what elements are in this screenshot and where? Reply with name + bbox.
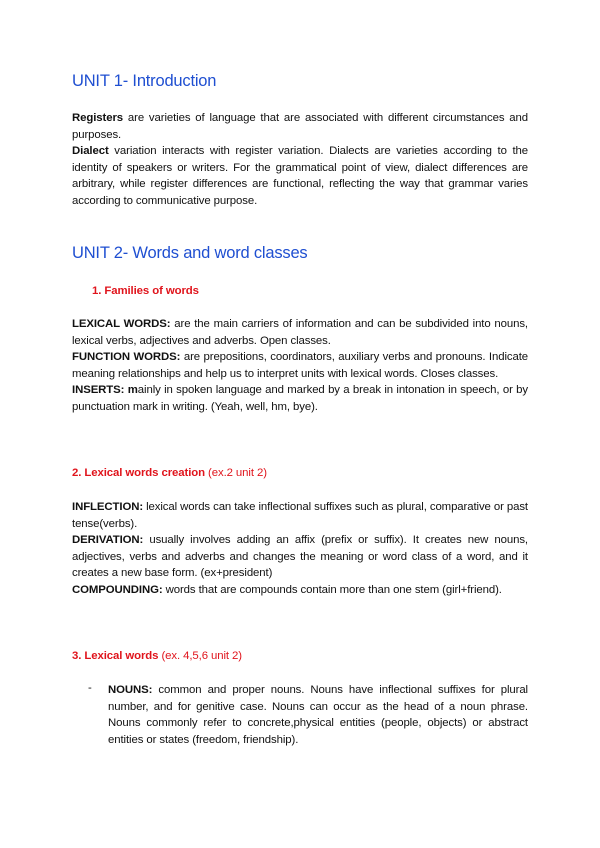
compounding-paragraph xyxy=(72,582,528,599)
registers-term: Registers xyxy=(72,112,124,124)
bullet-dash: - xyxy=(88,682,92,694)
function-words-text: are prepositions, coordinators, auxiliary verbs and pronouns. Indicate meaning relationships and help us to interpret units with lexical words. Closes classes. xyxy=(72,351,529,380)
section2-title: 2. Lexical words creation xyxy=(72,467,205,479)
section1-heading xyxy=(92,283,199,300)
dialect-text: variation interacts with register variation. Dialects are varieties according to the identity of speakers or writers. For the grammatical point of view, dialect differences are arbitrary, while register differences are functional, reflecting the way that grammar varies according to communicative purpose. xyxy=(72,145,528,207)
section1-title: 1. Families of words xyxy=(92,285,199,297)
compounding-text: words that are compounds contain more than one stem (girl+friend). xyxy=(162,583,502,596)
unit2-heading: UNIT 2- Words and word classes xyxy=(72,244,308,262)
unit1-heading: UNIT 1- Introduction xyxy=(72,72,217,90)
section2-note: (ex.2 unit 2) xyxy=(204,467,267,479)
function-words-term: FUNCTION WORDS: xyxy=(72,351,181,364)
nouns-text: common and proper nouns. Nouns have inflectional suffixes for plural number, and for genitive case. Nouns can occur as the head of a noun phrase. Nouns commonly refer to concrete,physical entities (people, objects) or abstract entities or states (freedom, friendship). xyxy=(108,684,528,746)
word-creation-body xyxy=(72,499,528,599)
section2-heading xyxy=(72,465,267,482)
word-families-body xyxy=(72,316,528,416)
list-item xyxy=(88,682,528,748)
inserts-text: ainly in spoken language and marked by a break in intonation in speech, or by punctuation mark in writing. (Yeah, well, hm, bye). xyxy=(72,384,528,413)
section3-title: 3. Lexical words xyxy=(72,650,159,662)
derivation-term: DERIVATION: xyxy=(72,534,144,547)
inflection-term: INFLECTION: xyxy=(72,501,144,513)
section3-note: (ex. 4,5,6 unit 2) xyxy=(158,650,242,662)
dialect-paragraph xyxy=(72,143,528,209)
dialect-term: Dialect xyxy=(72,145,109,158)
lexical-words-term: LEXICAL WORDS: xyxy=(72,318,171,330)
lexical-words-paragraph xyxy=(72,316,528,349)
derivation-paragraph xyxy=(72,532,528,582)
inflection-text: lexical words can take inflectional suffixes such as plural, comparative or past tense(verbs). xyxy=(72,501,528,530)
nouns-paragraph xyxy=(108,682,528,748)
registers-text: are varieties of language that are associated with different circumstances and purposes. xyxy=(72,112,528,141)
inserts-paragraph xyxy=(72,382,528,415)
function-words-paragraph xyxy=(72,349,528,382)
registers-paragraph xyxy=(72,110,528,143)
derivation-text: usually involves adding an affix (prefix or suffix). It creates new nouns, adjectives, verbs and adverbs and changes the meaning or word class of a word, and it creates a new base form. (ex+president) xyxy=(72,534,528,580)
nouns-term: NOUNS: xyxy=(108,684,153,696)
inserts-term: INSERTS: m xyxy=(72,384,138,397)
inflection-paragraph xyxy=(72,499,528,532)
section3-heading xyxy=(72,648,242,665)
unit1-body xyxy=(72,110,528,210)
compounding-term: COMPOUNDING: xyxy=(72,583,163,596)
lexical-words-text: are the main carriers of information and can be subdivided into nouns, lexical verbs, adjectives and adverbs. Open classes. xyxy=(72,318,529,347)
